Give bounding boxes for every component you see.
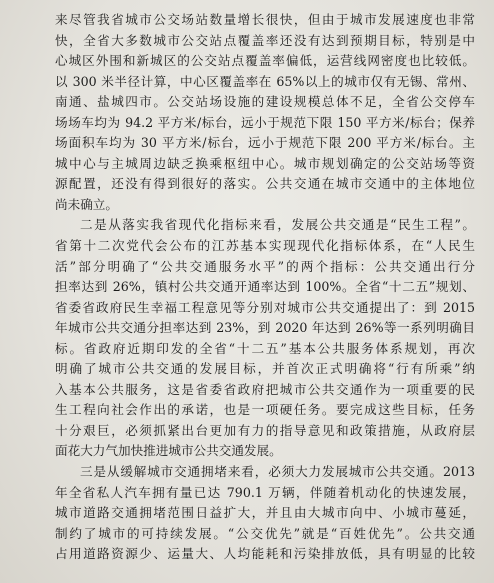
text-line: 占用道路资源少、运量大、人均能耗和污染排放低，具有明显的比较 — [55, 546, 475, 562]
paragraph-start-line: 二是从落实我省现代化指标来看，发展公共交通是“民生工程”。 — [80, 217, 475, 233]
text-line: 场场车均为 94.2 平方米/标台，远小于规范下限 150 平方米/标台；保养 — [55, 114, 475, 130]
paragraph-start-line: 三是从缓解城市交通拥堵来看，必须大力发展城市公共交通。2013 — [80, 464, 475, 480]
text-line: 城市道路交通拥堵范围日益扩大，并且由大城市向中、小城市蔓延， — [55, 505, 475, 521]
text-line: 担率达到 26%，镇村公共交通开通率达到 100%。全省“十二五”规划、 — [55, 279, 475, 295]
text-line: 年城市公共交通分担率达到 23%，到 2020 年达到 26%等一系列明确目 — [55, 320, 475, 336]
text-line: 源配置，还没有得到很好的落实。公共交通在城市交通中的主体地位 — [55, 176, 475, 192]
text-line: 十分艰巨，必须抓紧出台更加有力的指导意见和政策措施，从政府层 — [55, 422, 475, 438]
text-line: 制约了城市的可持续发展。“公交优先”就是“百姓优先”。公共交通 — [55, 525, 475, 541]
text-line: 省委省政府民生幸福工程意见等分别对城市公共交通提出了：到 2015 — [55, 299, 475, 315]
text-line: 南通、盐城四市。公交站场设施的建设规模总体不足，全省公交停车 — [55, 94, 475, 110]
document-body — [55, 10, 475, 565]
text-line: 来尽管我省城市公交场站数量增长很快，但由于城市发展速度也非常 — [55, 12, 475, 27]
text-line: 标。省政府近期印发的全省“十二五”基本公共服务体系规划，再次 — [55, 340, 475, 356]
text-line: 心城区外围和新城区的公交站点覆盖率偏低，运营线网密度也比较低。 — [55, 53, 475, 69]
text-line: 尚未确立。 — [55, 196, 118, 212]
text-line: 城中心与主城周边缺乏换乘枢纽中心。城市规划确定的公交站场等资 — [55, 155, 475, 171]
text-line: 生工程向社会作出的承诺，也是一项硬任务。要完成这些目标，任务 — [55, 402, 475, 418]
text-line: 年全省私人汽车拥有量已达 790.1 万辆，伴随着机动化的快速发展， — [55, 484, 475, 500]
text-line: 以 300 米半径计算，中心区覆盖率在 65%以上的城市仅有无锡、常州、 — [55, 73, 475, 89]
text-line: 快，全省大多数城市公交站点覆盖率还没有达到预期目标，特别是中 — [55, 32, 475, 48]
text-line: 活”部分明确了“公共交通服务水平”的两个指标：公共交通出行分 — [55, 258, 475, 274]
text-line: 面花大力气加快推进城市公共交通发展。 — [55, 443, 282, 459]
text-line: 省第十二次党代会公布的江苏基本实现现代化指标体系，在“人民生 — [55, 238, 475, 254]
text-line: 明确了城市公共交通的发展目标，并首次正式明确将“行有所乘”纳 — [55, 361, 475, 377]
text-line: 场面积车均为 30 平方米/标台，远小于规范下限 200 平方米/标台。主 — [55, 135, 475, 151]
text-line: 入基本公共服务，这是省委省政府把城市公共交通作为一项重要的民 — [55, 381, 475, 397]
